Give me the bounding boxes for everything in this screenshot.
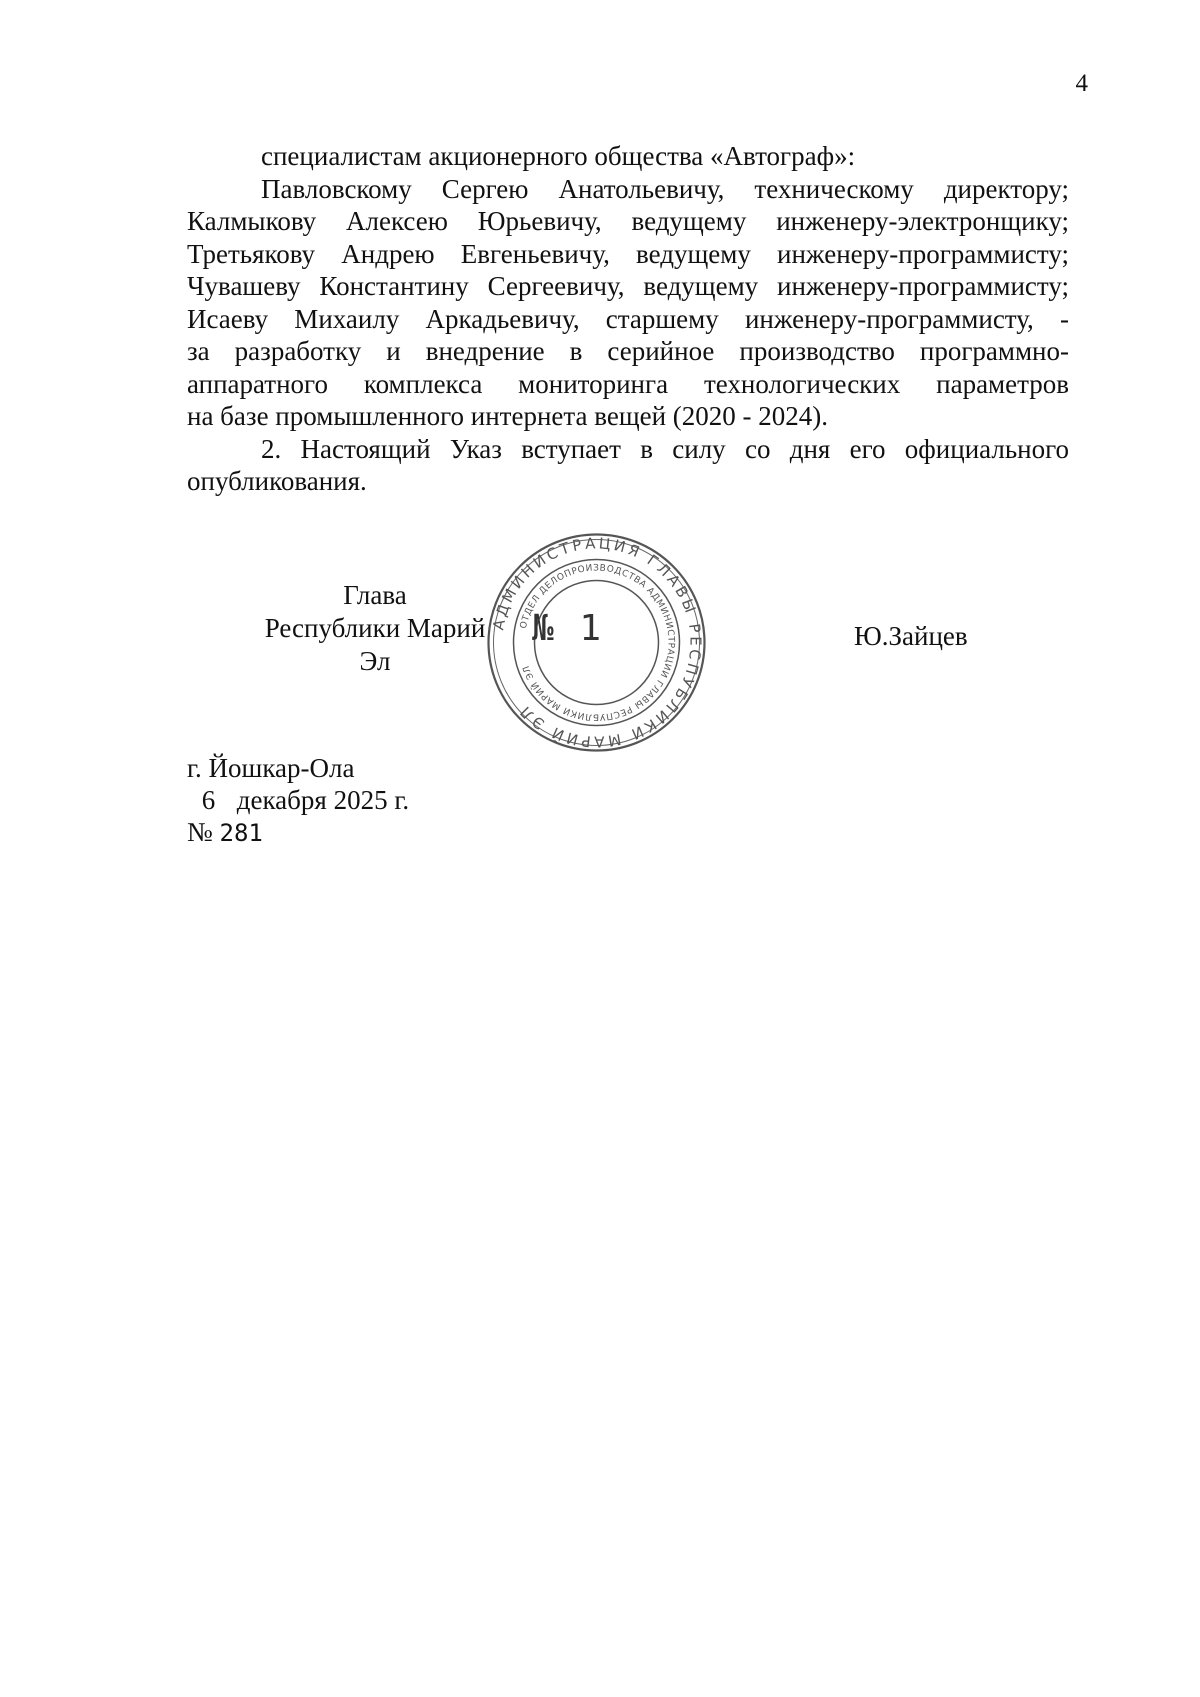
paragraph-line: Исаеву Михаилу Аркадьевичу, старшему инженеру-программисту, - (187, 303, 1069, 334)
paragraph-line: Чувашеву Константину Сергеевичу, ведущему инженеру-программисту; (187, 271, 1069, 301)
stamp-outer-text: АДМИНИСТРАЦИЯ ГЛАВЫ РЕСПУБЛИКИ МАРИЙ ЭЛ (489, 534, 705, 751)
stamp-inner-text: ОТДЕЛ ДЕЛОПРОИЗВОДСТВА АДМИНИСТРАЦИИ ГЛАВЫ РЕСПУБЛИКИ МАРИЙ ЭЛ (518, 563, 676, 722)
document-body (187, 140, 1069, 498)
signatory-name: Ю.Зайцев (854, 621, 968, 651)
paragraph-line: опубликования. (187, 466, 367, 496)
date-month-year: декабря 2025 г. (236, 785, 410, 815)
signatory-title-line: Глава (343, 580, 407, 610)
paragraph-line: аппаратного комплекса мониторинга технологических параметров (187, 368, 1069, 399)
paragraph-line: Третьякову Андрею Евгеньевичу, ведущему инженеру-программисту; (187, 238, 1069, 269)
page-number: 4 (1075, 70, 1088, 97)
paragraph-line: на базе промышленного интернета вещей (2020 - 2024). (187, 401, 829, 431)
paragraph-line: Павловскому Сергею Анатольевичу, техническому директору; (261, 173, 1069, 204)
paragraph-line: специалистам акционерного общества «Автограф»: (261, 141, 856, 171)
paragraph-line: 2. Настоящий Указ вступает в силу со дня его официального (261, 433, 1069, 464)
paragraph-line: за разработку и внедрение в серийное производство программно- (187, 336, 1069, 366)
document-number (187, 816, 409, 849)
stamp-number: № 1 (532, 608, 604, 649)
place-and-date (187, 752, 409, 849)
date-day: 6 (201, 785, 216, 815)
number-value: 281 (219, 819, 263, 847)
document-date (187, 784, 409, 816)
number-sign: № (187, 817, 213, 847)
signatory-title-line: Республики Марий Эл (264, 613, 486, 676)
paragraph-line: Калмыкову Алексею Юрьевичу, ведущему инженеру-электронщику; (187, 206, 1069, 236)
city: г. Йошкар-Ола (187, 753, 355, 783)
signatory-title (250, 579, 500, 678)
